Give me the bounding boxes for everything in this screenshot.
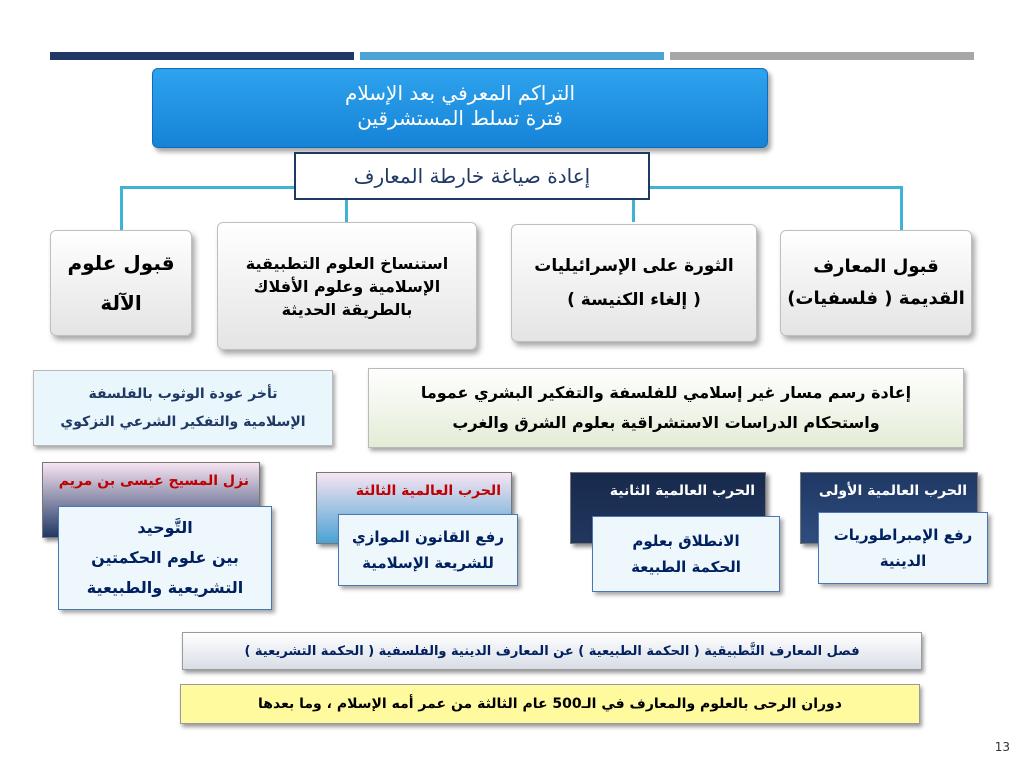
top-title-box — [152, 68, 768, 148]
stage-ww1-line1: رفع الإمبراطوريات — [833, 526, 973, 544]
stage-ww2-line2: الحكمة الطبيعة — [631, 558, 741, 576]
info-redraw-path — [368, 368, 964, 448]
stage-messiah-line3: التشريعية والطبيعية — [86, 578, 244, 597]
box-accept-old-knowledge — [780, 230, 972, 336]
stage-ww1-line2: الدينية — [879, 552, 927, 570]
stage-ww1-title: الحرب العالمية الأولى — [818, 483, 967, 499]
connector-drop-4 — [900, 186, 903, 230]
box-revolution-israiliyat — [511, 224, 757, 342]
info-redraw-path-line2: واستحكام الدراسات الاستشراقية بعلوم الشرق والغرب — [452, 413, 880, 432]
page-number-text: 13 — [994, 740, 1010, 754]
box-clone-applied-sciences-line2: الإسلامية وعلوم الأفلاك — [253, 276, 441, 296]
stage-ww3-card — [338, 514, 518, 586]
box-accept-machine-sciences-line2: الآلة — [100, 291, 142, 315]
info-delayed-return-line1: تأخر عودة الوثوب بالفلسفة — [88, 386, 278, 402]
strip-millstone-text: دوران الرحى بالعلوم والمعارف في الـ500 عام الثالثة من عمر أمه الإسلام ، وما بعدها — [258, 696, 842, 712]
stage-ww1-card — [818, 512, 988, 584]
info-delayed-return-line2: الإسلامية والتفكير الشرعي التزكوي — [60, 414, 306, 430]
stage-messiah-line1: التَّوحيد — [137, 518, 193, 537]
stage-ww3-line1: رفع القانون الموازي — [352, 528, 504, 546]
box-accept-machine-sciences — [50, 230, 192, 336]
stage-ww2-line1: الانطلاق بعلوم — [632, 532, 740, 550]
stage-messiah-card — [58, 506, 272, 610]
strip-millstone — [180, 684, 920, 724]
box-revolution-israiliyat-line2: ( إلغاء الكنيسة ) — [567, 290, 701, 310]
stage-messiah-title: نزل المسيح عيسى بن مريم — [58, 473, 249, 489]
box-accept-old-knowledge-line1: قبول المعارف — [813, 256, 939, 277]
box-clone-applied-sciences-line3: بالطريقة الحديثة — [281, 299, 413, 319]
header-bar-gray — [670, 52, 974, 60]
box-accept-old-knowledge-line2: القديمة ( فلسفيات) — [787, 288, 965, 309]
top-title-line1: التراكم المعرفي بعد الإسلام — [344, 81, 576, 105]
page-number — [980, 740, 1010, 758]
map-reshape-label: إعادة صياغة خارطة المعارف — [353, 164, 591, 188]
box-accept-machine-sciences-line1: قبول علوم — [67, 251, 175, 275]
box-revolution-israiliyat-line1: الثورة على الإسرائيليات — [534, 256, 734, 276]
box-clone-applied-sciences — [217, 222, 477, 350]
info-redraw-path-line1: إعادة رسم مسار غير إسلامي للفلسفة والتفكير البشري عموما — [420, 383, 912, 402]
map-reshape-box — [294, 152, 650, 200]
top-title-line2: فترة تسلط المستشرقين — [357, 106, 563, 130]
stage-ww2-card — [592, 516, 780, 592]
header-bar-dark — [50, 52, 354, 60]
header-bar-blue — [360, 52, 664, 60]
stage-ww3-title: الحرب العالمية الثالثة — [355, 483, 501, 499]
stage-ww2-title: الحرب العالمية الثانية — [609, 483, 755, 499]
box-clone-applied-sciences-line1: استنساخ العلوم التطبيقية — [245, 253, 449, 273]
strip-separation — [182, 632, 922, 670]
stage-messiah-line2: بين علوم الحكمتين — [91, 548, 239, 567]
stage-ww3-line2: للشريعة الإسلامية — [362, 554, 494, 572]
connector-drop-1 — [120, 186, 123, 230]
strip-separation-text: فصل المعارف التَّطبيقية ( الحكمة الطبيعية ) عن المعارف الدينية والفلسفية ( الحكمة التشريعية ) — [244, 643, 860, 659]
info-delayed-return — [33, 370, 333, 446]
